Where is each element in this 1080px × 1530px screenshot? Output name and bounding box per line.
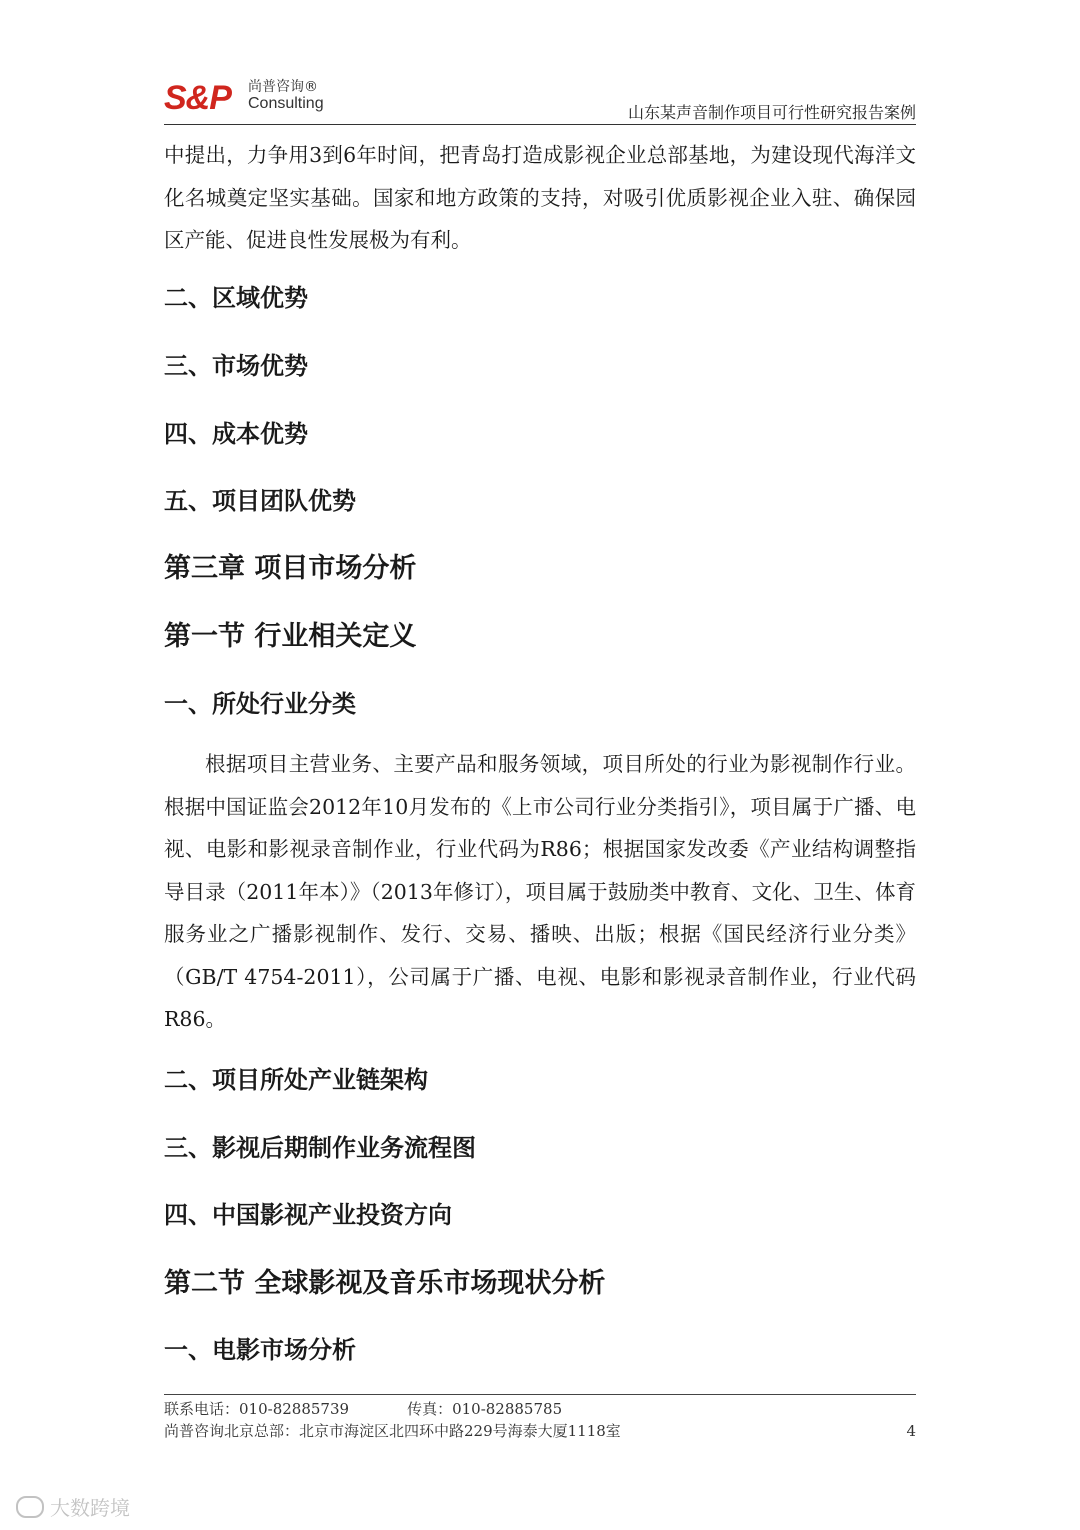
footer-address: 尚普咨询北京总部：北京市海淀区北四环中路229号海泰大厦1118室 [164, 1422, 621, 1440]
heading-team-advantage: 五、项目团队优势 [164, 487, 356, 515]
watermark [16, 1492, 130, 1521]
watermark-logo-icon [16, 1496, 44, 1518]
report-title: 山东某声音制作项目可行性研究报告案例 [627, 103, 916, 122]
watermark-text: 大数跨境 [50, 1496, 130, 1520]
heading-cost-advantage: 四、成本优势 [164, 420, 308, 448]
paragraph-industry-classification: 根据项目主营业务、主要产品和服务领域，项目所处的行业为影视制作行业。根据中国证监会2012年10月发布的《上市公司行业分类指引》，项目属于广播、电视、电影和影视录音制作业，行业代码为R86；根据国家发改委《产业结构调整指导目录（2011年本）》（2013年修订），项目属于鼓励类中教育、文化、卫生、体育服务业之广播影视制作、发行、交易、播映、出版；根据《国民经济行业分类》（GB/T 4754-2011），公司属于广播、电视、电影和影视录音制作业，行业代码R86。 [164, 752, 916, 1031]
section-heading-definitions: 第一节 行业相关定义 [164, 621, 417, 652]
logo-english-name: Consulting [248, 95, 324, 112]
page-content [164, 134, 916, 262]
heading-post-production-flow: 三、影视后期制作业务流程图 [164, 1134, 476, 1162]
header-divider [164, 124, 916, 125]
heading-market-advantage: 三、市场优势 [164, 352, 308, 380]
page-footer [164, 1398, 916, 1442]
logo-mark: S&P [164, 79, 231, 117]
footer-fax: 传真：010-82885785 [407, 1400, 563, 1418]
heading-industry-chain: 二、项目所处产业链架构 [164, 1066, 428, 1094]
classification-body [164, 743, 916, 1041]
heading-industry-classification: 一、所处行业分类 [164, 690, 356, 718]
page-number: 4 [906, 1422, 916, 1440]
heading-regional-advantage: 二、区域优势 [164, 284, 308, 312]
heading-investment-direction: 四、中国影视产业投资方向 [164, 1201, 452, 1229]
paragraph-policy-support: 中提出，力争用3到6年时间，把青岛打造成影视企业总部基地，为建设现代海洋文化名城奠定坚实基础。国家和地方政策的支持，对吸引优质影视企业入驻、确保园区产能、促进良性发展极为有利。 [164, 143, 916, 252]
heading-film-market: 一、电影市场分析 [164, 1336, 356, 1364]
logo-chinese-name: 尚普咨询® [248, 79, 318, 95]
chapter-heading: 第三章 项目市场分析 [164, 553, 417, 584]
footer-phone: 联系电话：010-82885739 [164, 1400, 350, 1418]
section-heading-global-market: 第二节 全球影视及音乐市场现状分析 [164, 1268, 606, 1299]
footer-divider [164, 1394, 916, 1395]
